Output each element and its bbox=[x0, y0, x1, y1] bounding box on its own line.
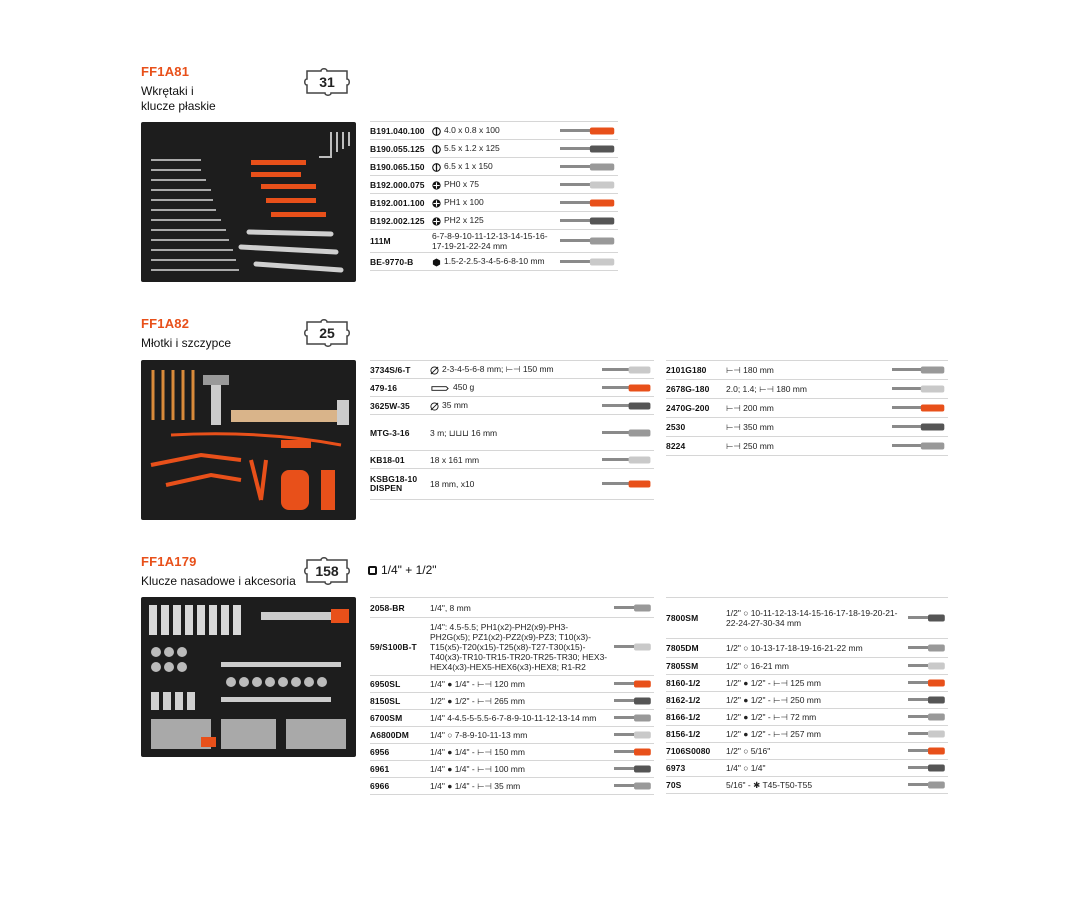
product-table bbox=[666, 597, 948, 794]
product-code: KSBG18-10 DISPEN bbox=[370, 474, 418, 493]
product-spec-text: 1/2" ○ 10-11-12-13-14-15-16-17-18-19-20-21-22-24-27-30-34 mm bbox=[726, 608, 898, 628]
piece-count-badge bbox=[303, 68, 351, 96]
table-row bbox=[666, 436, 948, 456]
product-spec-text: 3 m; ⊔⊔⊔ 16 mm bbox=[430, 427, 498, 438]
tool-thumbnail bbox=[612, 599, 652, 616]
table-row bbox=[666, 759, 948, 776]
product-spec-text: PH1 x 100 bbox=[444, 197, 484, 208]
piece-count: 31 bbox=[319, 74, 335, 90]
product-spec-text: 35 mm bbox=[442, 400, 468, 411]
product-code: 8160-1/2 bbox=[666, 678, 701, 688]
product-spec bbox=[726, 695, 902, 705]
table-row bbox=[370, 450, 654, 468]
table-row bbox=[666, 379, 948, 398]
product-code: B190.055.125 bbox=[370, 143, 425, 154]
section-title: Wkrętaki i klucze płaskie bbox=[141, 84, 216, 113]
product-code: 111M bbox=[370, 236, 391, 246]
product-code: B190.065.150 bbox=[370, 161, 425, 172]
table-row bbox=[370, 175, 618, 193]
tool-tray-image bbox=[141, 122, 356, 282]
product-code: 8156-1/2 bbox=[666, 729, 701, 739]
drive-size-label: 1/4" + 1/2" bbox=[381, 563, 437, 577]
product-spec-text: 1/4" ● 1/4" - ⊢⊣ 150 mm bbox=[430, 747, 525, 757]
product-code: KB18-01 bbox=[370, 454, 405, 465]
tray-photo bbox=[141, 360, 356, 520]
table-row bbox=[666, 398, 948, 417]
product-table bbox=[666, 360, 948, 456]
slot-icon bbox=[432, 145, 441, 154]
product-spec-text: 5.5 x 1.2 x 125 bbox=[444, 143, 500, 154]
tool-tray-image bbox=[141, 360, 356, 520]
table-row bbox=[370, 157, 618, 175]
product-spec-text: 1/4" 4-4.5-5-5.5-6-7-8-9-10-11-12-13-14 mm bbox=[430, 713, 597, 723]
table-row bbox=[370, 396, 654, 414]
product-spec bbox=[430, 479, 596, 489]
tray-photo bbox=[141, 597, 356, 757]
tool-thumbnail bbox=[612, 677, 652, 691]
tray-photo bbox=[141, 122, 356, 282]
table-row bbox=[370, 211, 618, 229]
product-table bbox=[370, 121, 618, 271]
section-title: Klucze nasadowe i akcesoria bbox=[141, 574, 296, 588]
product-spec-text: 1/4" ● 1/4" - ⊢⊣ 35 mm bbox=[430, 781, 521, 791]
product-spec bbox=[430, 428, 596, 438]
product-code: 2470G-200 bbox=[666, 403, 710, 413]
product-spec bbox=[430, 679, 608, 689]
product-spec-text: 18 mm, x10 bbox=[430, 479, 475, 489]
table-row bbox=[370, 726, 654, 743]
product-code: 3625W-35 bbox=[370, 400, 410, 411]
product-code: B192.000.075 bbox=[370, 179, 425, 190]
table-row bbox=[370, 597, 654, 617]
product-spec bbox=[432, 161, 554, 171]
section-title: Młotki i szczypce bbox=[141, 336, 232, 350]
table-row bbox=[370, 675, 654, 692]
product-spec-text: 1/4": 4.5-5.5; PH1(x2)-PH2(x9)-PH3-PH2G(x5); PZ1(x2)-PZ2(x9)-PZ3; T10(x3)-T15(x5)-T20(x15)-T25(x8)-T27-T30(x15)-T40(x3)-TR10-TR15-TR20-TR25-TR30; HEX3-HEX4(x3)-HEX5-HEX6(x3)-HEX8; R1-R2 bbox=[430, 621, 608, 672]
table-row bbox=[370, 743, 654, 760]
product-spec-text: 1/2" ● 1/2" - ⊢⊣ 257 mm bbox=[726, 729, 821, 739]
table-row bbox=[370, 378, 654, 396]
product-spec-text: 4.0 x 0.8 x 100 bbox=[444, 125, 500, 136]
product-code: 2678G-180 bbox=[666, 384, 710, 394]
product-code: 70S bbox=[666, 780, 682, 790]
tool-tray-image bbox=[141, 597, 356, 757]
product-spec-text: ⊢⊣ 180 mm bbox=[726, 365, 774, 375]
tool-thumbnail bbox=[612, 728, 652, 742]
table-row bbox=[370, 617, 654, 675]
product-code: B191.040.100 bbox=[370, 125, 425, 136]
tool-thumbnail bbox=[890, 362, 946, 378]
product-spec-text: ⊢⊣ 250 mm bbox=[726, 441, 774, 451]
tool-thumbnail bbox=[890, 419, 946, 435]
product-spec-text: 1/2" ● 1/2" - ⊢⊣ 72 mm bbox=[726, 712, 817, 722]
product-spec-text: ⊢⊣ 350 mm bbox=[726, 422, 774, 432]
tool-thumbnail bbox=[612, 694, 652, 708]
product-spec-text: 2-3-4-5-6-8 mm; ⊢⊣ 150 mm bbox=[442, 364, 554, 375]
table-row bbox=[370, 414, 654, 450]
product-code: 6950SL bbox=[370, 679, 401, 689]
product-spec bbox=[726, 712, 902, 722]
tool-thumbnail bbox=[906, 676, 946, 690]
product-spec bbox=[726, 729, 902, 739]
hammer-head-icon bbox=[430, 384, 450, 393]
product-spec-text: 1.5-2-2.5-3-4-5-6-8-10 mm bbox=[444, 256, 545, 267]
tool-thumbnail bbox=[558, 177, 616, 192]
tool-thumbnail bbox=[890, 381, 946, 397]
product-code: 6700SM bbox=[370, 713, 403, 723]
product-code: 3734S/6-T bbox=[370, 364, 411, 375]
tool-thumbnail bbox=[600, 452, 652, 467]
product-code: 8166-1/2 bbox=[666, 712, 701, 722]
tool-thumbnail bbox=[906, 744, 946, 758]
tool-thumbnail bbox=[558, 254, 616, 269]
product-spec bbox=[432, 231, 554, 251]
product-code: 8150SL bbox=[370, 696, 401, 706]
section-code: FF1A82 bbox=[141, 316, 190, 331]
tool-thumbnail bbox=[906, 659, 946, 673]
table-row bbox=[370, 709, 654, 726]
table-row bbox=[370, 139, 618, 157]
product-code: 479-16 bbox=[370, 382, 398, 393]
piece-count: 158 bbox=[315, 563, 339, 579]
product-spec-text: PH0 x 75 bbox=[444, 179, 479, 190]
table-row bbox=[666, 708, 948, 725]
tool-thumbnail bbox=[600, 470, 652, 498]
tool-thumbnail bbox=[558, 213, 616, 228]
product-spec bbox=[430, 400, 596, 410]
tool-thumbnail bbox=[558, 231, 616, 251]
tool-thumbnail bbox=[906, 761, 946, 775]
product-spec bbox=[430, 696, 608, 706]
tool-thumbnail bbox=[558, 195, 616, 210]
product-spec-text: 1/2" ○ 10-13-17-18-19-16-21-22 mm bbox=[726, 643, 863, 653]
product-spec-text: 1/4", 8 mm bbox=[430, 602, 471, 613]
tool-thumbnail bbox=[612, 745, 652, 759]
product-code: 8162-1/2 bbox=[666, 695, 701, 705]
product-code: 59/S100B-T bbox=[370, 641, 417, 652]
product-code: B192.001.100 bbox=[370, 197, 425, 208]
tool-thumbnail bbox=[612, 779, 652, 793]
product-spec-text: 1/4" ○ 1/4" bbox=[726, 763, 766, 773]
product-spec bbox=[726, 780, 902, 790]
product-spec bbox=[430, 364, 596, 374]
table-row bbox=[370, 760, 654, 777]
section-code: FF1A81 bbox=[141, 64, 190, 79]
piece-count-badge bbox=[303, 557, 351, 585]
product-code: BE-9770-B bbox=[370, 256, 414, 267]
tool-thumbnail bbox=[906, 727, 946, 741]
table-row bbox=[666, 691, 948, 708]
product-code: A6800DM bbox=[370, 730, 409, 740]
table-row bbox=[666, 657, 948, 674]
table-row bbox=[370, 229, 618, 252]
drive-size bbox=[368, 563, 437, 577]
phillips-icon bbox=[432, 217, 441, 226]
product-spec bbox=[430, 455, 596, 465]
product-spec bbox=[430, 382, 596, 392]
product-table bbox=[370, 597, 654, 795]
tool-thumbnail bbox=[612, 627, 652, 667]
product-spec bbox=[432, 143, 554, 153]
table-row bbox=[370, 468, 654, 500]
tool-thumbnail bbox=[558, 141, 616, 156]
product-spec bbox=[726, 643, 902, 653]
table-row bbox=[370, 692, 654, 709]
table-row bbox=[666, 360, 948, 379]
product-spec-text: 1/4" ● 1/4" - ⊢⊣ 120 mm bbox=[430, 679, 525, 689]
product-spec-text: 5/16" - ✱ T45-T50-T55 bbox=[726, 780, 813, 790]
product-spec bbox=[432, 125, 554, 135]
product-spec-text: 6-7-8-9-10-11-12-13-14-15-16-17-19-21-22-24 mm bbox=[432, 231, 548, 251]
product-spec bbox=[726, 678, 902, 688]
product-spec bbox=[726, 403, 886, 413]
tool-thumbnail bbox=[906, 693, 946, 707]
product-spec-text: PH2 x 125 bbox=[444, 215, 484, 226]
slot-icon bbox=[432, 163, 441, 172]
product-code: 7805DM bbox=[666, 643, 699, 653]
product-spec-text: ⊢⊣ 200 mm bbox=[726, 403, 774, 413]
tool-thumbnail bbox=[906, 778, 946, 792]
product-spec-text: 1/4" ○ 7-8-9-10-11-13 mm bbox=[430, 730, 528, 740]
phillips-icon bbox=[432, 199, 441, 208]
product-spec-text: 1/2" ● 1/2" - ⊢⊣ 250 mm bbox=[726, 695, 821, 705]
tool-thumbnail bbox=[906, 710, 946, 724]
hex-icon bbox=[432, 258, 441, 267]
table-row bbox=[666, 597, 948, 638]
product-table bbox=[370, 360, 654, 500]
slot-icon bbox=[432, 127, 441, 136]
product-spec-text: 450 g bbox=[453, 382, 475, 393]
product-code: 8224 bbox=[666, 441, 686, 451]
square-drive-icon bbox=[368, 566, 377, 575]
tool-thumbnail bbox=[558, 159, 616, 174]
diameter-icon bbox=[430, 402, 439, 411]
product-spec-text: 1/2" ● 1/2" - ⊢⊣ 125 mm bbox=[726, 678, 821, 688]
product-spec bbox=[432, 256, 554, 266]
table-row bbox=[370, 360, 654, 378]
product-code: 6961 bbox=[370, 764, 390, 774]
product-spec bbox=[430, 747, 608, 757]
product-spec bbox=[430, 603, 608, 613]
product-spec bbox=[726, 746, 902, 756]
tool-thumbnail bbox=[890, 400, 946, 416]
product-spec-text: 1/2" ○ 16-21 mm bbox=[726, 661, 789, 671]
product-code: 6966 bbox=[370, 781, 390, 791]
product-code: 7106S0080 bbox=[666, 746, 711, 756]
table-row bbox=[370, 252, 618, 271]
product-spec bbox=[430, 622, 608, 672]
table-row bbox=[666, 417, 948, 436]
section-code: FF1A179 bbox=[141, 554, 197, 569]
tool-thumbnail bbox=[890, 438, 946, 454]
product-spec-text: 6.5 x 1 x 150 bbox=[444, 161, 493, 172]
table-row bbox=[370, 777, 654, 795]
table-row bbox=[370, 193, 618, 211]
product-code: 6956 bbox=[370, 747, 390, 757]
product-spec bbox=[432, 197, 554, 207]
product-spec bbox=[430, 764, 608, 774]
table-row bbox=[666, 674, 948, 691]
table-row bbox=[666, 742, 948, 759]
tool-thumbnail bbox=[558, 123, 616, 138]
product-spec bbox=[726, 365, 886, 375]
tool-thumbnail bbox=[906, 599, 946, 637]
product-spec-text: 1/4" ● 1/4" - ⊢⊣ 100 mm bbox=[430, 764, 525, 774]
tool-thumbnail bbox=[600, 380, 652, 395]
table-row bbox=[666, 725, 948, 742]
tool-thumbnail bbox=[612, 711, 652, 725]
tool-thumbnail bbox=[906, 640, 946, 656]
product-spec-text: 1/2" ● 1/2" - ⊢⊣ 265 mm bbox=[430, 696, 525, 706]
product-code: B192.002.125 bbox=[370, 215, 425, 226]
tool-thumbnail bbox=[600, 416, 652, 449]
product-code: MTG-3-16 bbox=[370, 427, 410, 438]
table-row bbox=[370, 121, 618, 139]
table-row bbox=[666, 638, 948, 657]
tool-thumbnail bbox=[612, 762, 652, 776]
table-row bbox=[666, 776, 948, 794]
product-spec bbox=[430, 730, 608, 740]
product-spec-text: 2.0; 1.4; ⊢⊣ 180 mm bbox=[726, 384, 807, 394]
product-spec-text: 1/2" ○ 5/16" bbox=[726, 746, 771, 756]
product-code: 2530 bbox=[666, 422, 686, 432]
product-code: 2101G180 bbox=[666, 365, 707, 375]
phillips-icon bbox=[432, 181, 441, 190]
product-spec bbox=[726, 422, 886, 432]
product-spec-text: 18 x 161 mm bbox=[430, 454, 480, 465]
tool-thumbnail bbox=[600, 398, 652, 413]
product-spec bbox=[432, 179, 554, 189]
product-spec bbox=[726, 661, 902, 671]
product-spec bbox=[726, 384, 886, 394]
product-code: 6973 bbox=[666, 763, 686, 773]
diameter-icon bbox=[430, 366, 439, 375]
product-spec bbox=[726, 608, 902, 628]
product-code: 7800SM bbox=[666, 613, 699, 623]
piece-count: 25 bbox=[319, 325, 335, 341]
tool-thumbnail bbox=[600, 362, 652, 377]
product-spec bbox=[432, 215, 554, 225]
product-spec bbox=[726, 763, 902, 773]
product-code: 7805SM bbox=[666, 661, 699, 671]
product-spec bbox=[430, 781, 608, 791]
product-spec bbox=[430, 713, 608, 723]
piece-count-badge bbox=[303, 319, 351, 347]
product-code: 2058-BR bbox=[370, 602, 405, 613]
product-spec bbox=[726, 441, 886, 451]
